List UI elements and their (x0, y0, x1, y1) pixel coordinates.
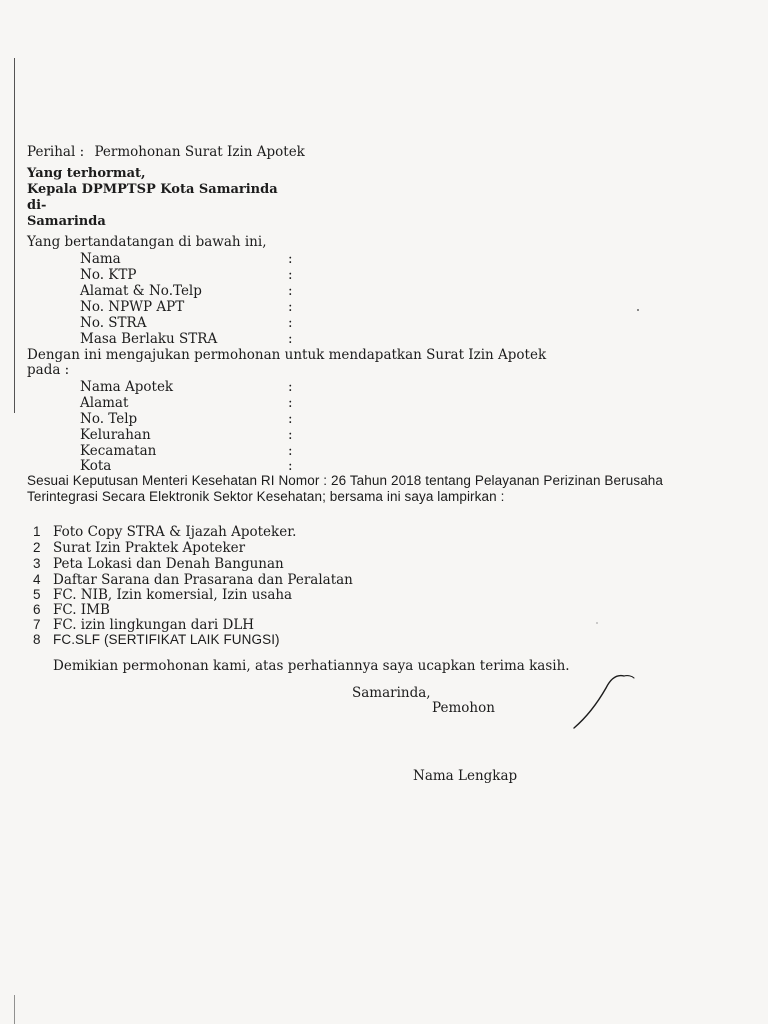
field-label: Kecamatan (80, 443, 157, 459)
list-item-number: 3 (33, 556, 41, 571)
list-item-number: 5 (33, 587, 41, 602)
list-item: FC. NIB, Izin komersial, Izin usaha (53, 587, 293, 603)
regulation-line-2: Terintegrasi Secara Elektronik Sektor Kesehatan; bersama ini saya lampirkan : (27, 489, 505, 504)
list-item-number: 4 (33, 572, 41, 587)
field-label: Kelurahan (80, 427, 151, 443)
subject-text: Permohonan Surat Izin Apotek (94, 144, 305, 160)
field-label: No. KTP (80, 267, 137, 283)
field-label: Masa Berlaku STRA (80, 331, 218, 347)
list-item: FC. izin lingkungan dari DLH (53, 617, 255, 633)
field-label: Kota (80, 458, 112, 474)
signature-role: Pemohon (432, 700, 495, 716)
subject-label: Perihal : (27, 144, 85, 160)
field-colon: : (288, 379, 293, 395)
field-label: No. STRA (80, 315, 147, 331)
list-item: Peta Lokasi dan Denah Bangunan (53, 556, 284, 572)
scan-speck (637, 309, 639, 311)
closing-text: Demikian permohonan kami, atas perhatiannya saya ucapkan terima kasih. (53, 658, 570, 674)
list-item: FC. IMB (53, 602, 110, 618)
subject-line (27, 144, 305, 160)
field-colon: : (288, 283, 293, 299)
list-item-number: 8 (33, 632, 41, 647)
list-item: Surat Izin Praktek Apoteker (53, 540, 246, 556)
intro-text: Yang bertandatangan di bawah ini, (27, 234, 267, 250)
list-item-number: 6 (33, 602, 41, 617)
field-label: No. Telp (80, 411, 138, 427)
field-colon: : (288, 411, 293, 427)
list-item: Daftar Sarana dan Prasarana dan Peralatan (53, 572, 353, 588)
scan-speck (596, 622, 598, 624)
field-colon: : (288, 427, 293, 443)
addressee-city: Samarinda (27, 214, 106, 229)
list-item-number: 7 (33, 617, 41, 632)
page-edge-line-lower (14, 995, 15, 1024)
signer-name: Nama Lengkap (413, 768, 518, 784)
field-colon: : (288, 251, 293, 267)
addressee-greeting: Yang terhormat, (27, 166, 146, 181)
field-label: Nama Apotek (80, 379, 174, 395)
list-item: FC.SLF (SERTIFIKAT LAIK FUNGSI) (53, 632, 280, 647)
request-line-1: Dengan ini mengajukan permohonan untuk mendapatkan Surat Izin Apotek (27, 347, 547, 363)
field-colon: : (288, 331, 293, 347)
signature-place: Samarinda, (352, 685, 431, 701)
page-edge-line (14, 58, 15, 413)
field-colon: : (288, 443, 293, 459)
signature-stroke (566, 670, 636, 732)
request-line-2: pada : (27, 362, 70, 378)
field-colon: : (288, 458, 293, 474)
field-colon: : (288, 267, 293, 283)
list-item: Foto Copy STRA & Ijazah Apoteker. (53, 524, 297, 540)
list-item-number: 1 (33, 524, 41, 539)
field-colon: : (288, 299, 293, 315)
field-label: Nama (80, 251, 121, 267)
field-label: No. NPWP APT (80, 299, 185, 315)
addressee-title: Kepala DPMPTSP Kota Samarinda (27, 182, 278, 197)
field-colon: : (288, 395, 293, 411)
addressee-di: di- (27, 198, 47, 213)
list-item-number: 2 (33, 540, 41, 555)
field-label: Alamat & No.Telp (80, 283, 202, 299)
field-label: Alamat (80, 395, 129, 411)
field-colon: : (288, 315, 293, 331)
regulation-line-1: Sesuai Keputusan Menteri Kesehatan RI Nomor : 26 Tahun 2018 tentang Pelayanan Perizinan Berusaha (27, 473, 664, 488)
